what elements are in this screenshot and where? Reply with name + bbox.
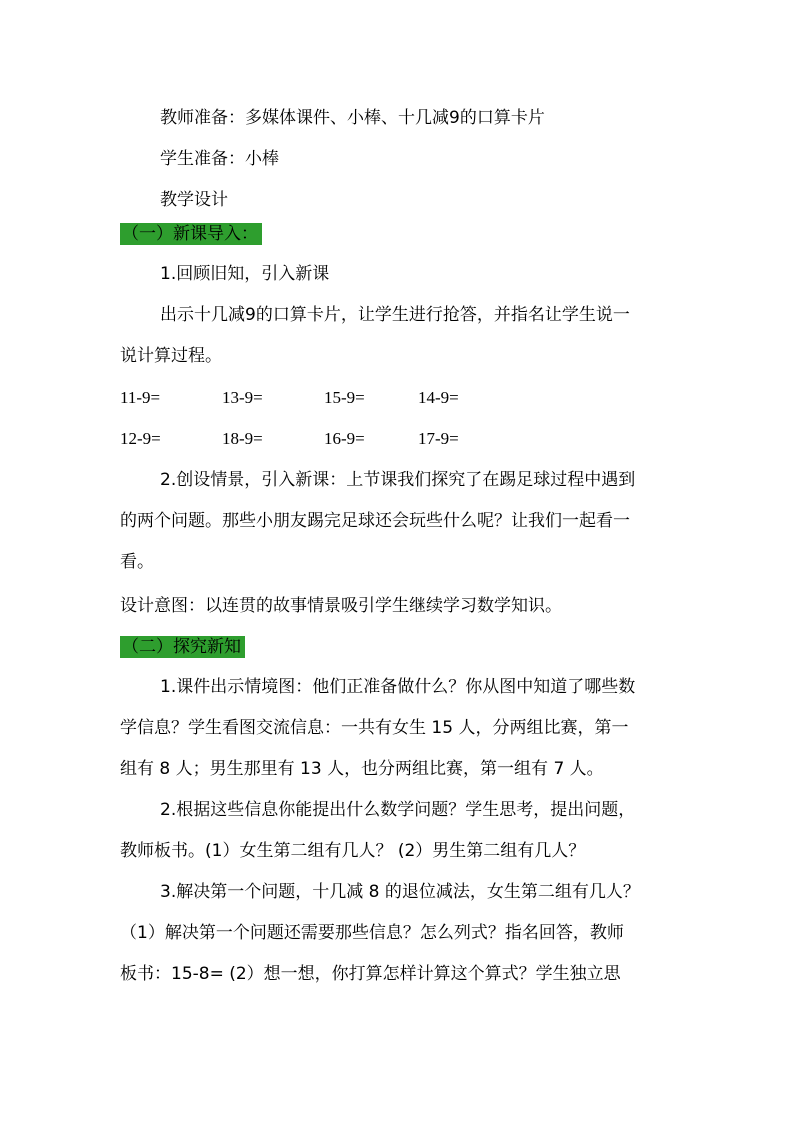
section1-heading [120,223,262,245]
equation: 16-9= [324,429,365,448]
section2-heading [120,636,245,658]
section2-p1-line1: 1.课件出示情境图：他们正准备做什么？你从图中知道了哪些数 [160,677,636,697]
section1-item2-line3: 看。 [120,552,154,572]
equation: 18-9= [222,429,263,448]
equation: 11-9= [120,388,161,407]
design-title: 教学设计 [160,190,228,210]
equation: 13-9= [222,388,263,407]
section2-p1-line2: 学信息？学生看图交流信息：一共有女生 15 人，分两组比赛，第一 [120,718,629,738]
section2-p1-line3: 组有 8 人；男生那里有 13 人，也分两组比赛，第一组有 7 人。 [120,759,604,779]
section2-p3-line3: 板书：15-8= (2）想一想，你打算怎样计算这个算式？学生独立思 [120,964,621,984]
section2-p3-line2: （1）解决第一个问题还需要那些信息？怎么列式？指名回答，教师 [120,923,624,943]
section2-p2-line2: 教师板书。(1）女生第二组有几人？ (2）男生第二组有几人？ [120,841,586,861]
section1-item1-title: 1.回顾旧知，引入新课 [160,264,330,284]
student-prep: 学生准备：小棒 [160,149,279,169]
teacher-prep: 教师准备：多媒体课件、小棒、十几减9的口算卡片 [160,108,545,128]
section1-item1-body-1: 出示十几减9的口算卡片，让学生进行抢答，并指名让学生说一 [160,305,630,325]
section1-heading-text: （一）新课导入： [120,223,262,245]
section2-p3-line1: 3.解决第一个问题，十几减 8 的退位减法，女生第二组有几人？ [160,882,640,902]
section1-item1-body-2: 说计算过程。 [120,346,222,366]
section1-intent: 设计意图：以连贯的故事情景吸引学生继续学习数学知识。 [120,596,562,616]
section1-item2-line2: 的两个问题。那些小朋友踢完足球还会玩些什么呢？让我们一起看一 [120,511,630,531]
equation: 12-9= [120,429,161,448]
equation: 14-9= [418,388,459,407]
equation: 15-9= [324,388,365,407]
section2-heading-text: （二）探究新知 [120,636,245,658]
equation: 17-9= [418,429,459,448]
section1-item2-line1: 2.创设情景，引入新课：上节课我们探究了在踢足球过程中遇到 [160,470,636,490]
section2-p2-line1: 2.根据这些信息你能提出什么数学问题？学生思考，提出问题， [160,800,636,820]
